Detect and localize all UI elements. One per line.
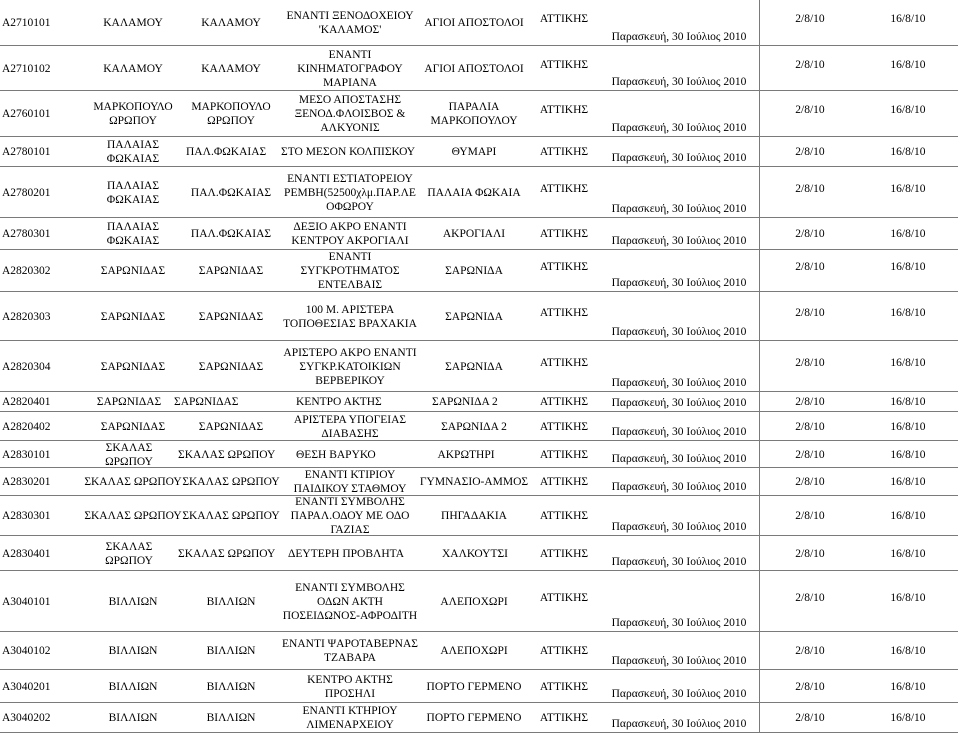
cell-area: ΑΛΕΠΟΧΩΡΙ (440, 645, 508, 657)
cell-sample-date: Παρασκευή, 30 Ιούλιος 2010 (611, 480, 747, 493)
cell-municipality: ΠΑΛΑΙΑΣ ΦΩΚΑΙΑΣ (106, 139, 160, 165)
cell-date-3: 16/8/10 (890, 712, 926, 724)
cell-description: ΕΝΑΝΤΙ ΨΑΡΟΤΑΒΕΡΝΑΣ ΤΖΑΒΑΡΑ (282, 638, 418, 664)
cell-date-3: 16/8/10 (890, 58, 926, 71)
cell-sample-date: Παρασκευή, 30 Ιούλιος 2010 (611, 616, 747, 629)
cell-prefecture: ΑΤΤΙΚΗΣ (539, 645, 589, 657)
cell-code: A2830101 (2, 448, 51, 461)
cell-date-2: 2/8/10 (795, 261, 825, 273)
cell-code: A2760101 (2, 108, 51, 120)
cell-description: ΕΝΑΝΤΙ ΣΥΜΒΟΛΗΣ ΠΑΡΑΛ.ΟΔΟΥ ΜΕ ΟΔΟ ΓΑΖΙΑΣ (290, 496, 410, 536)
cell-date-2: 2/8/10 (795, 228, 825, 240)
cell-locality: ΣΑΡΩΝΙΔΑΣ (198, 420, 264, 433)
cell-prefecture: ΑΤΤΙΚΗΣ (539, 448, 589, 461)
cell-area: ΣΑΡΩΝΙΔΑ 2 (432, 396, 498, 408)
cell-locality: ΚΑΛΑΜΟΥ (201, 17, 261, 29)
cell-area: ΣΑΡΩΝΙΔΑ (445, 310, 503, 323)
cell-locality: ΣΚΑΛΑΣ ΩΡΩΠΟΥ (178, 448, 276, 461)
cell-code: A2710101 (2, 17, 51, 29)
cell-municipality: ΣΑΡΩΝΙΔΑΣ (100, 310, 166, 323)
cell-code: A2780301 (2, 228, 51, 240)
cell-municipality: ΣΚΑΛΑΣ ΩΡΩΠΟΥ (105, 540, 153, 567)
cell-municipality: ΣΑΡΩΝΙΔΑΣ (100, 360, 166, 373)
cell-locality: ΣΑΡΩΝΙΔΑΣ (174, 396, 239, 408)
cell-municipality: ΣΑΡΩΝΙΔΑΣ (100, 265, 166, 277)
cell-date-3: 16/8/10 (890, 306, 926, 319)
cell-locality: ΣΚΑΛΑΣ ΩΡΩΠΟΥ (182, 510, 280, 522)
cell-date-3: 16/8/10 (890, 356, 926, 369)
cell-code: A2820303 (2, 310, 51, 323)
cell-prefecture: ΑΤΤΙΚΗΣ (539, 591, 589, 604)
cell-description: ΕΝΑΝΤΙ ΚΤΗΡΙΟΥ ΛΙΜΕΝΑΡΧΕΙΟΥ (302, 705, 398, 731)
cell-description: ΜΕΣΟ ΑΠΟΣΤΑΣΗΣ ΞΕΝΟΔ.ΦΛΟΙΣΒΟΣ & ΑΛΚΥΟΝΙΣ (294, 94, 406, 134)
cell-date-3: 16/8/10 (890, 645, 926, 657)
cell-date-2: 2/8/10 (795, 306, 825, 319)
cell-municipality: ΠΑΛΑΙΑΣ ΦΩΚΑΙΑΣ (106, 179, 160, 206)
cell-date-2: 2/8/10 (795, 712, 825, 724)
cell-date-3: 16/8/10 (890, 420, 926, 433)
cell-sample-date: Παρασκευή, 30 Ιούλιος 2010 (611, 687, 747, 700)
cell-sample-date: Παρασκευή, 30 Ιούλιος 2010 (611, 151, 747, 164)
cell-sample-date: Παρασκευή, 30 Ιούλιος 2010 (611, 717, 747, 730)
cell-area: ΑΓΙΟΙ ΑΠΟΣΤΟΛΟΙ (424, 62, 524, 75)
cell-code: A3040202 (2, 712, 51, 724)
cell-area: ΠΟΡΤΟ ΓΕΡΜΕΝΟ (426, 680, 522, 693)
cell-area: ΣΑΡΩΝΙΔΑ 2 (441, 420, 507, 433)
cell-sample-date: Παρασκευή, 30 Ιούλιος 2010 (611, 452, 747, 465)
cell-municipality: ΣΚΑΛΑΣ ΩΡΩΠΟΥ (84, 510, 182, 522)
cell-date-3: 16/8/10 (890, 146, 926, 158)
cell-prefecture: ΑΤΤΙΚΗΣ (539, 146, 589, 158)
cell-sample-date: Παρασκευή, 30 Ιούλιος 2010 (611, 234, 747, 247)
cell-date-3: 16/8/10 (890, 680, 926, 693)
cell-description: ΑΡΙΣΤΕΡΟ ΑΚΡΟ ΕΝΑΝΤΙ ΣΥΓΚΡ.ΚΑΤΟΙΚΙΩΝ ΒΕΡΒΕΡΙΚΟΥ (283, 346, 417, 387)
cell-municipality: ΣΑΡΩΝΙΔΑΣ (100, 420, 166, 433)
cell-area: ΣΑΡΩΝΙΔΑ (445, 265, 503, 277)
cell-code: A2710102 (2, 62, 51, 75)
cell-description: ΣΤΟ ΜΕΣΟΝ ΚΟΛΠΙΣΚΟΥ (281, 146, 416, 158)
cell-date-2: 2/8/10 (795, 448, 825, 461)
cell-date-2: 2/8/10 (795, 58, 825, 71)
cell-date-2: 2/8/10 (795, 645, 825, 657)
cell-date-3: 16/8/10 (890, 13, 926, 25)
cell-date-2: 2/8/10 (795, 104, 825, 116)
cell-code: A2780101 (2, 146, 51, 158)
cell-municipality: ΒΙΛΛΙΩΝ (108, 645, 158, 657)
cell-date-2: 2/8/10 (795, 396, 825, 408)
cell-area: ΑΚΡΟΓΙΑΛΙ (442, 228, 506, 240)
cell-prefecture: ΑΤΤΙΚΗΣ (539, 261, 589, 273)
cell-municipality: ΒΙΛΛΙΩΝ (108, 680, 158, 693)
cell-locality: ΠΑΛ.ΦΩΚΑΙΑΣ (190, 228, 272, 240)
cell-area: ΣΑΡΩΝΙΔΑ (445, 360, 503, 373)
cell-date-3: 16/8/10 (890, 591, 926, 604)
cell-date-2: 2/8/10 (795, 13, 825, 25)
cell-code: A2830401 (2, 547, 51, 560)
cell-locality: ΜΑΡΚΟΠΟΥΛΟ ΩΡΩΠΟΥ (191, 101, 271, 127)
cell-description: 100 Μ. ΑΡΙΣΤΕΡΑ ΤΟΠΟΘΕΣΙΑΣ ΒΡΑΧΑΚΙΑ (283, 303, 417, 330)
cell-code: A3040201 (2, 680, 51, 693)
cell-municipality: ΚΑΛΑΜΟΥ (103, 62, 163, 75)
cell-code: A2780201 (2, 186, 51, 199)
cell-description: ΕΝΑΝΤΙ ΚΙΝΗΜΑΤΟΓΡΑΦΟΥ ΜΑΡΙΑΝΑ (297, 48, 403, 89)
cell-prefecture: ΑΤΤΙΚΗΣ (539, 58, 589, 71)
cell-prefecture: ΑΤΤΙΚΗΣ (539, 306, 589, 319)
cell-locality: ΒΙΛΛΙΩΝ (206, 712, 256, 724)
cell-municipality: ΜΑΡΚΟΠΟΥΛΟ ΩΡΩΠΟΥ (93, 101, 173, 127)
cell-locality: ΒΙΛΛΙΩΝ (206, 645, 256, 657)
cell-date-2: 2/8/10 (795, 182, 825, 195)
cell-date-2: 2/8/10 (795, 356, 825, 369)
cell-description: ΑΡΙΣΤΕΡΑ ΥΠΟΓΕΙΑΣ ΔΙΑΒΑΣΗΣ (293, 413, 407, 440)
cell-area: ΑΓΙΟΙ ΑΠΟΣΤΟΛΟΙ (424, 17, 524, 29)
cell-sample-date: Παρασκευή, 30 Ιούλιος 2010 (611, 520, 747, 533)
cell-municipality: ΣΚΑΛΑΣ ΩΡΩΠΟΥ (84, 476, 182, 488)
cell-locality: ΣΑΡΩΝΙΔΑΣ (198, 360, 264, 373)
column-divider (759, 0, 760, 733)
cell-locality: ΣΑΡΩΝΙΔΑΣ (198, 265, 264, 277)
cell-date-2: 2/8/10 (795, 591, 825, 604)
cell-date-3: 16/8/10 (890, 510, 926, 522)
cell-area: ΑΛΕΠΟΧΩΡΙ (440, 595, 508, 608)
cell-prefecture: ΑΤΤΙΚΗΣ (539, 476, 589, 488)
cell-area: ΠΗΓΑΔΑΚΙΑ (441, 510, 507, 522)
cell-date-3: 16/8/10 (890, 104, 926, 116)
cell-code: A2830201 (2, 476, 51, 488)
cell-locality: ΠΑΛ.ΦΩΚΑΙΑΣ (186, 146, 267, 158)
cell-area: ΠΟΡΤΟ ΓΕΡΜΕΝΟ (426, 712, 522, 724)
cell-prefecture: ΑΤΤΙΚΗΣ (539, 680, 589, 693)
cell-date-3: 16/8/10 (890, 476, 926, 488)
cell-date-2: 2/8/10 (795, 547, 825, 560)
cell-date-3: 16/8/10 (890, 448, 926, 461)
cell-description: ΔΕΞΙΟ ΑΚΡΟ ΕΝΑΝΤΙ ΚΕΝΤΡΟΥ ΑΚΡΟΓΙΑΛΙ (291, 221, 409, 247)
cell-description: ΕΝΑΝΤΙ ΣΥΜΒΟΛΗΣ ΟΔΩΝ ΑΚΤΗ ΠΟΣΕΙΔΩΝΟΣ-ΑΦΡΟΔΙΤΗ (282, 581, 418, 622)
cell-area: ΧΑΛΚΟΥΤΣΙ (441, 547, 509, 560)
cell-sample-date: Παρασκευή, 30 Ιούλιος 2010 (611, 376, 747, 389)
cell-prefecture: ΑΤΤΙΚΗΣ (539, 356, 589, 369)
cell-locality: ΒΙΛΛΙΩΝ (206, 680, 256, 693)
cell-prefecture: ΑΤΤΙΚΗΣ (539, 13, 589, 25)
cell-sample-date: Παρασκευή, 30 Ιούλιος 2010 (611, 121, 747, 134)
cell-description: ΕΝΑΝΤΙ ΣΥΓΚΡΟΤΗΜΑΤΟΣ ΕΝΤΕΛΒΑΙΣ (300, 251, 400, 291)
cell-sample-date: Παρασκευή, 30 Ιούλιος 2010 (611, 30, 747, 43)
cell-description: ΕΝΑΝΤΙ ΚΤΙΡΙΟΥ ΠΑΙΔΙΚΟΥ ΣΤΑΘΜΟΥ (293, 469, 407, 495)
cell-locality: ΠΑΛ.ΦΩΚΑΙΑΣ (190, 186, 272, 199)
cell-description: ΔΕΥΤΕΡΗ ΠΡΟΒΛΗΤΑ (288, 547, 405, 560)
cell-municipality: ΒΙΛΛΙΩΝ (108, 712, 158, 724)
cell-description: ΚΕΝΤΡΟ ΑΚΤΗΣ ΠΡΟΣΗΛΙ (307, 673, 393, 700)
cell-date-2: 2/8/10 (795, 476, 825, 488)
cell-code: A2820401 (2, 396, 51, 408)
cell-prefecture: ΑΤΤΙΚΗΣ (539, 396, 589, 408)
cell-code: A3040102 (2, 645, 51, 657)
cell-prefecture: ΑΤΤΙΚΗΣ (539, 228, 589, 240)
cell-description: ΘΕΣΗ ΒΑΡΥΚΟ (296, 448, 376, 461)
cell-locality: ΒΙΛΛΙΩΝ (206, 595, 256, 608)
cell-locality: ΚΑΛΑΜΟΥ (201, 62, 261, 75)
cell-date-3: 16/8/10 (890, 182, 926, 195)
cell-locality: ΣΚΑΛΑΣ ΩΡΩΠΟΥ (182, 476, 280, 488)
cell-area: ΠΑΛΑΙΑ ΦΩΚΑΙΑ (427, 186, 521, 199)
cell-locality: ΣΑΡΩΝΙΔΑΣ (198, 310, 264, 323)
cell-code: A3040101 (2, 595, 51, 608)
cell-date-2: 2/8/10 (795, 680, 825, 693)
cell-municipality: ΠΑΛΑΙΑΣ ΦΩΚΑΙΑΣ (106, 221, 160, 247)
cell-description: ΕΝΑΝΤΙ ΕΣΤΙΑΤΟΡΕΙΟΥ ΡΕΜΒΗ(52500χλμ.ΠΑΡ.ΛΕ ΟΦΩΡΟΥ (284, 172, 416, 213)
cell-municipality: ΣΑΡΩΝΙΔΑΣ (96, 396, 162, 408)
cell-prefecture: ΑΤΤΙΚΗΣ (539, 712, 589, 724)
cell-area: ΓΥΜΝΑΣΙΟ-ΑΜΜΟΣ (419, 476, 529, 488)
cell-area: ΘΥΜΑΡΙ (451, 146, 497, 158)
cell-prefecture: ΑΤΤΙΚΗΣ (539, 547, 589, 560)
cell-locality: ΣΚΑΛΑΣ ΩΡΩΠΟΥ (178, 547, 276, 560)
cell-date-3: 16/8/10 (890, 228, 926, 240)
cell-sample-date: Παρασκευή, 30 Ιούλιος 2010 (611, 75, 747, 88)
cell-prefecture: ΑΤΤΙΚΗΣ (539, 104, 589, 116)
cell-sample-date: Παρασκευή, 30 Ιούλιος 2010 (611, 425, 747, 438)
cell-sample-date: Παρασκευή, 30 Ιούλιος 2010 (611, 654, 747, 667)
cell-sample-date: Παρασκευή, 30 Ιούλιος 2010 (611, 202, 747, 215)
cell-code: A2820304 (2, 360, 51, 373)
cell-municipality: ΣΚΑΛΑΣ ΩΡΩΠΟΥ (105, 441, 153, 468)
cell-description: ΕΝΑΝΤΙ ΞΕΝΟΔΟΧΕΙΟΥ 'ΚΑΛΑΜΟΣ' (286, 10, 414, 36)
cell-sample-date: Παρασκευή, 30 Ιούλιος 2010 (611, 396, 747, 409)
cell-municipality: ΒΙΛΛΙΩΝ (108, 595, 158, 608)
cell-prefecture: ΑΤΤΙΚΗΣ (539, 420, 589, 433)
cell-prefecture: ΑΤΤΙΚΗΣ (539, 510, 589, 522)
cell-sample-date: Παρασκευή, 30 Ιούλιος 2010 (611, 325, 747, 338)
cell-code: A2830301 (2, 510, 51, 522)
cell-date-2: 2/8/10 (795, 510, 825, 522)
cell-prefecture: ΑΤΤΙΚΗΣ (539, 182, 589, 195)
cell-date-3: 16/8/10 (890, 547, 926, 560)
cell-date-3: 16/8/10 (890, 396, 926, 408)
cell-description: ΚΕΝΤΡΟ ΑΚΤΗΣ (296, 396, 382, 408)
cell-area: ΠΑΡΑΛΙΑ ΜΑΡΚΟΠΟΥΛΟΥ (430, 101, 518, 127)
cell-code: A2820302 (2, 265, 51, 277)
cell-area: ΑΚΡΩΤΗΡΙ (437, 448, 495, 461)
cell-date-3: 16/8/10 (890, 261, 926, 273)
cell-sample-date: Παρασκευή, 30 Ιούλιος 2010 (611, 555, 747, 568)
cell-sample-date: Παρασκευή, 30 Ιούλιος 2010 (611, 276, 747, 289)
cell-date-2: 2/8/10 (795, 420, 825, 433)
cell-code: A2820402 (2, 420, 51, 433)
cell-municipality: ΚΑΛΑΜΟΥ (103, 17, 163, 29)
cell-date-2: 2/8/10 (795, 146, 825, 158)
